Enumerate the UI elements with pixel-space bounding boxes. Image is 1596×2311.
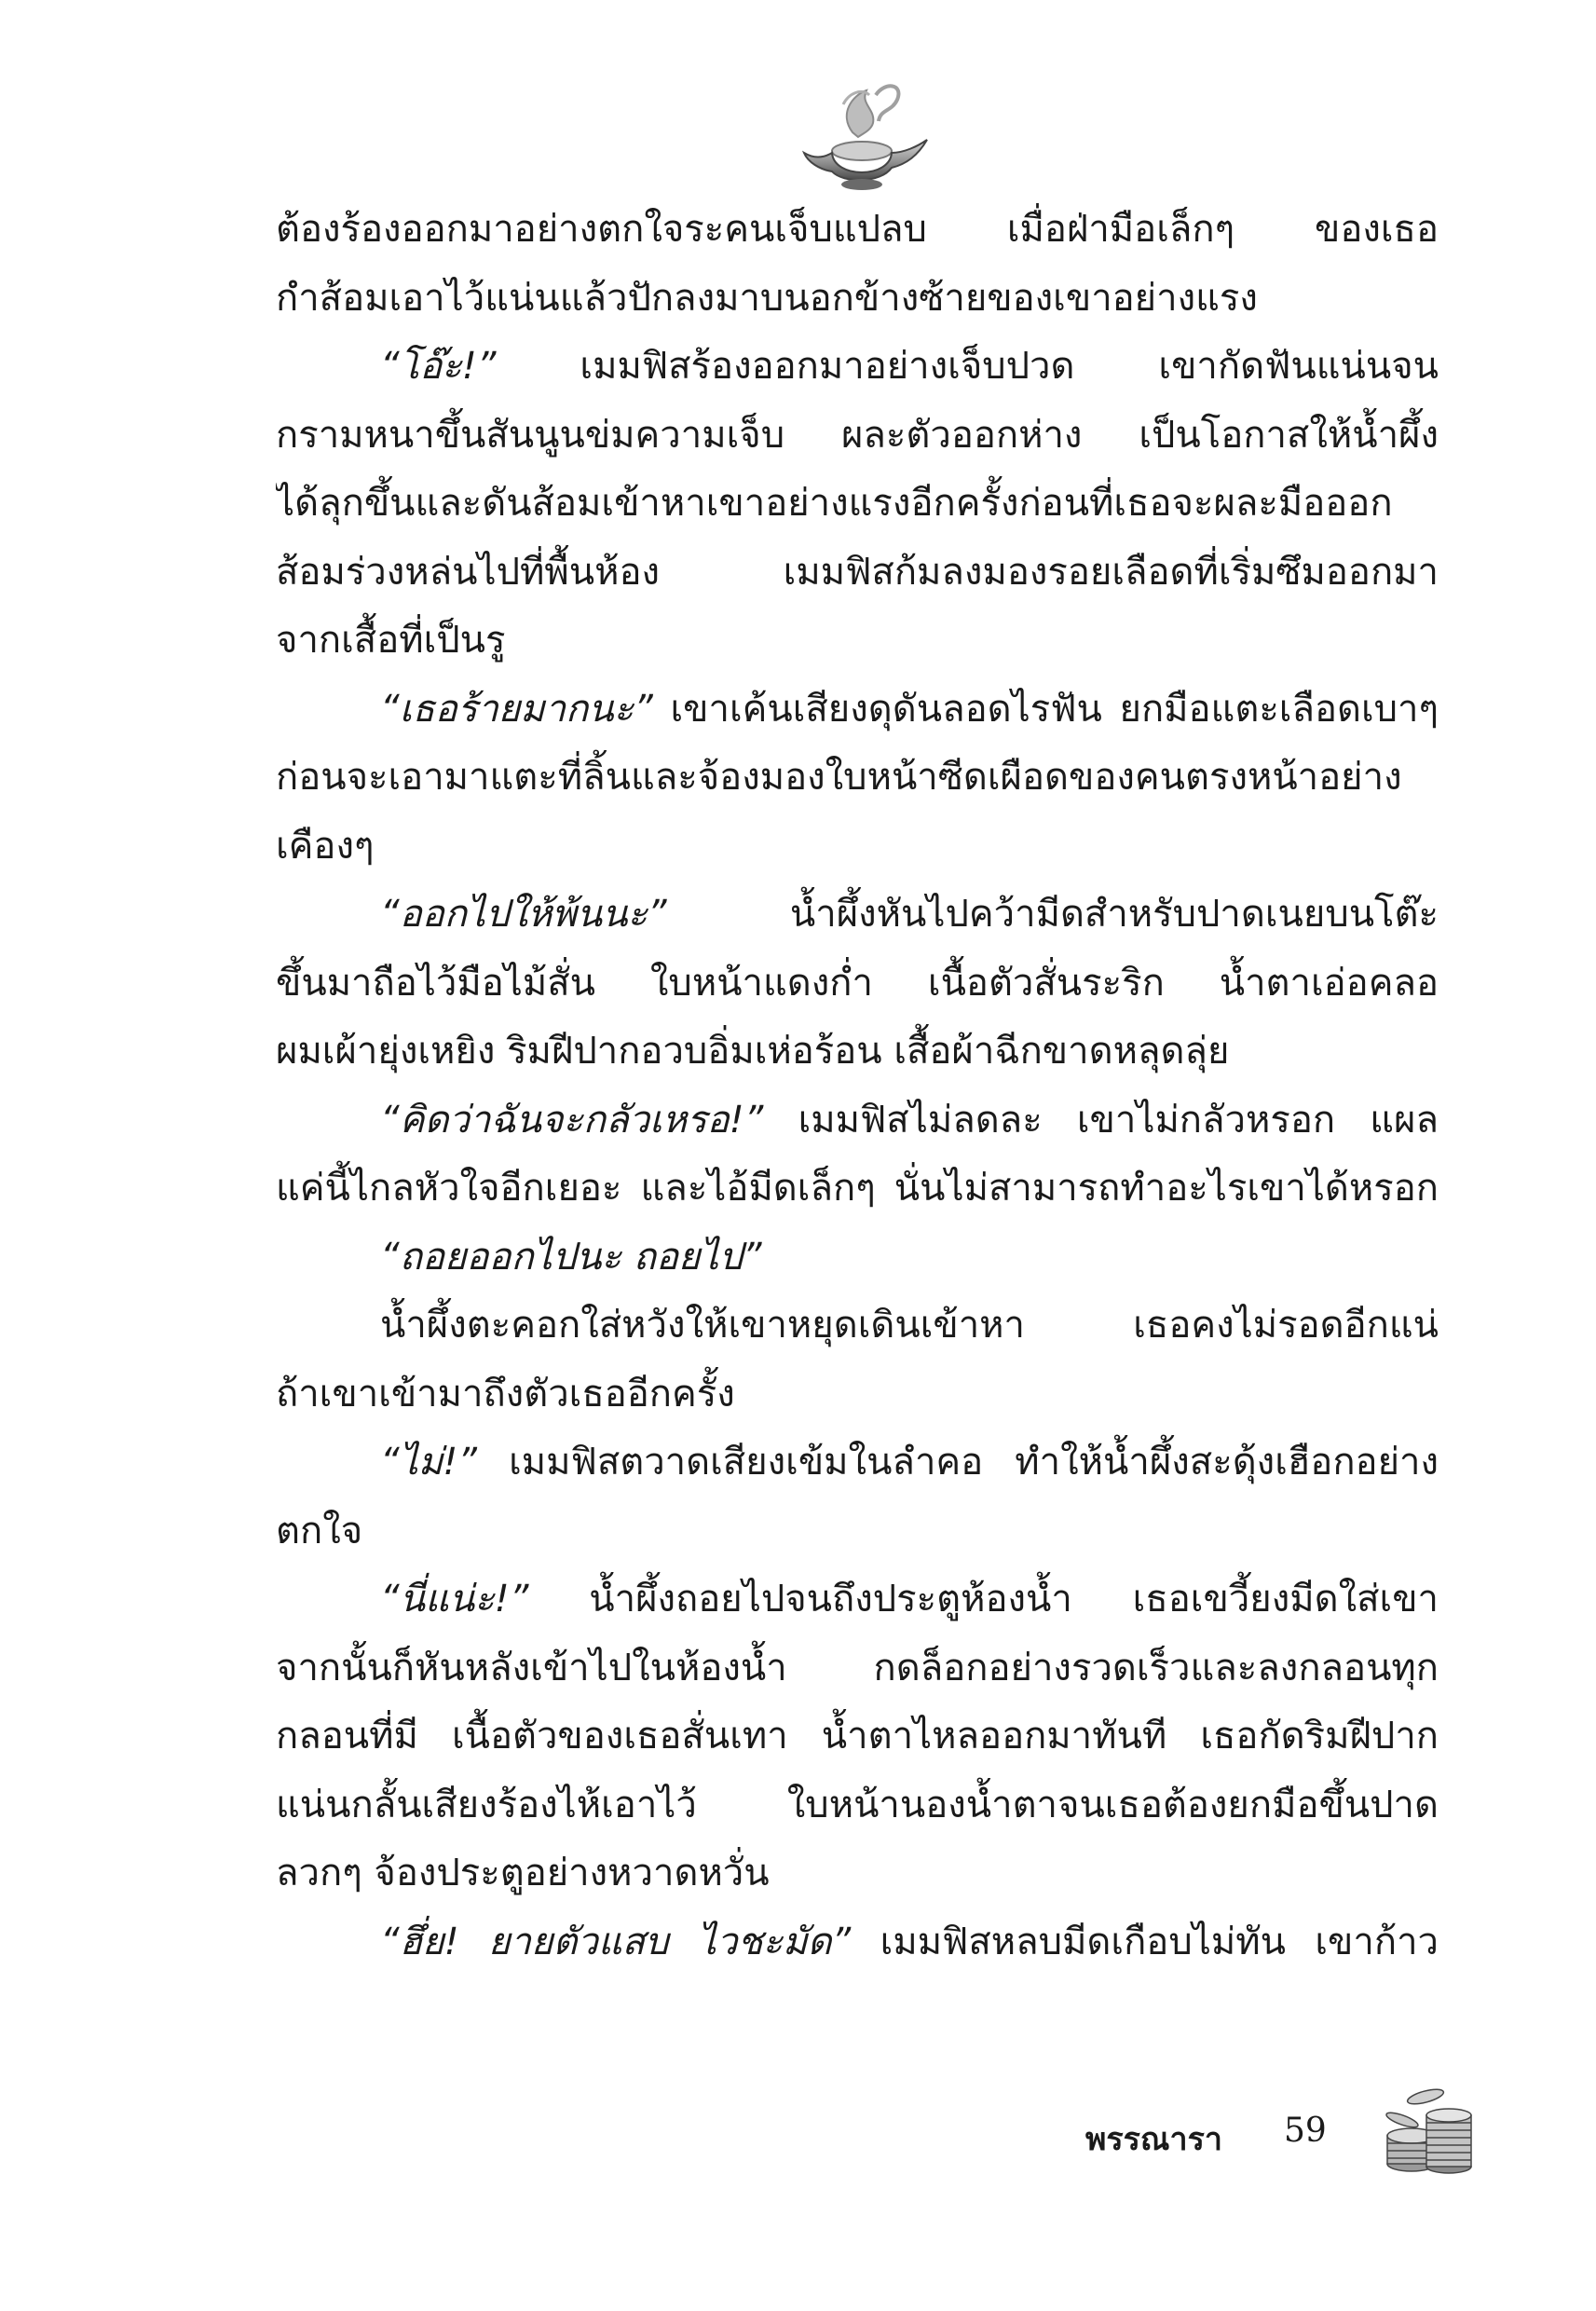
text-line — [276, 1566, 1439, 1634]
text-line — [276, 813, 1439, 882]
text-line — [276, 1702, 1439, 1771]
text-span: จากเสื้อที่เป็นรู — [276, 619, 506, 662]
text-span: แค่นี้ไกลหัวใจอีกเยอะ และไอ้มีดเล็กๆ นั่นไม่สามารถทำอะไรเขาได้หรอก — [276, 1167, 1439, 1210]
text-line — [276, 265, 1439, 334]
text-span: ส้อมร่วงหล่นไปที่พื้นห้อง เมมฟิสก้มลงมองรอยเลือดที่เริ่มซึมออกมา — [276, 550, 1439, 594]
text-line — [276, 333, 1439, 402]
text-span: เมมฟิสหลบมีดเกือบไม่ทัน เขาก้าว — [851, 1920, 1439, 1963]
text-span: เคืองๆ — [276, 824, 375, 868]
genie-lamp-icon — [787, 67, 936, 207]
text-line — [276, 1087, 1439, 1156]
dialogue-quote: “คิดว่าฉันจะกลัวเหรอ!” — [380, 1098, 764, 1142]
text-line — [276, 1224, 1439, 1292]
text-span: น้ำผึ้งหันไปคว้ามีดสำหรับปาดเนยบนโต๊ะ — [666, 893, 1439, 936]
text-span: กำส้อมเอาไว้แน่นแล้วปักลงมาบนอกข้างซ้ายของเขาอย่างแรง — [276, 276, 1258, 320]
text-span: แน่นกลั้นเสียงร้องไห้เอาไว้ ใบหน้านองน้ำตาจนเธอต้องยกมือขึ้นปาด — [276, 1783, 1439, 1826]
text-span: ตกใจ — [276, 1509, 363, 1552]
page-number: 59 — [1284, 2112, 1327, 2150]
text-line — [276, 607, 1439, 676]
text-line — [276, 1018, 1439, 1087]
text-line — [276, 1292, 1439, 1361]
text-span: เมมฟิสตวาดเสียงเข้มในลำคอ ทำให้น้ำผึ้งสะดุ้งเฮือกอย่าง — [476, 1441, 1439, 1484]
text-span: ได้ลุกขึ้นและดันส้อมเข้าหาเขาอย่างแรงอีกครั้งก่อนที่เธอจะผละมือออก — [276, 482, 1393, 525]
text-span: เมมฟิสไม่ลดละ เขาไม่กลัวหรอก แผล — [763, 1098, 1439, 1142]
text-line — [276, 196, 1439, 265]
text-line — [276, 744, 1439, 813]
text-line — [276, 1361, 1439, 1429]
text-span: กลอนที่มี เนื้อตัวของเธอสั่นเทา น้ำตาไหลออกมาทันที เธอกัดริมฝีปาก — [276, 1715, 1439, 1757]
text-line — [276, 881, 1439, 950]
dialogue-quote: “โอ๊ะ!” — [380, 345, 497, 388]
dialogue-quote: “เธอร้ายมากนะ” — [380, 687, 653, 731]
text-span: ต้องร้องออกมาอย่างตกใจระคนเจ็บแปลบ เมื่อฝ่ามือเล็กๆ ของเธอ — [276, 208, 1439, 251]
dialogue-quote: “ไม่!” — [380, 1441, 477, 1484]
text-span: จากนั้นก็หันหลังเข้าไปในห้องน้ำ กดล็อกอย่างรวดเร็วและลงกลอนทุก — [276, 1646, 1439, 1689]
poker-chips-icon — [1370, 2078, 1481, 2181]
dialogue-quote: “ถอยออกไปนะ ถอยไป” — [380, 1235, 762, 1279]
text-span: น้ำผึ้งถอยไปจนถึงประตูห้องน้ำ เธอเขวี้ยงมีดใส่เขา — [528, 1578, 1439, 1620]
text-span: ถ้าเขาเข้ามาถึงตัวเธออีกครั้ง — [276, 1372, 735, 1415]
text-line — [276, 950, 1439, 1019]
body-text — [276, 196, 1439, 1976]
dialogue-quote: “นี่แน่ะ!” — [380, 1578, 529, 1620]
text-span: ลวกๆ จ้องประตูอย่างหวาดหวั่น — [276, 1852, 770, 1894]
text-span: ก่อนจะเอามาแตะที่ลิ้นและจ้องมองใบหน้าซีดเผือดของคนตรงหน้าอย่าง — [276, 756, 1402, 799]
text-line — [276, 402, 1439, 471]
text-line — [276, 1155, 1439, 1224]
text-line — [276, 676, 1439, 745]
text-line — [276, 1429, 1439, 1497]
text-span: ขึ้นมาถือไว้มือไม้สั่น ใบหน้าแดงก่ำ เนื้อตัวสั่นระริก น้ำตาเอ่อคลอ — [276, 961, 1439, 1005]
text-line — [276, 1771, 1439, 1840]
book-title: พรรณารา — [1085, 2121, 1222, 2158]
text-span: ผมเผ้ายุ่งเหยิง ริมฝีปากอวบอิ่มเห่อร้อน เสื้อผ้าฉีกขาดหลุดลุ่ย — [276, 1030, 1230, 1073]
text-span: เมมฟิสร้องออกมาอย่างเจ็บปวด เขากัดฟันแน่นจน — [496, 345, 1439, 388]
text-line — [276, 1497, 1439, 1566]
text-span: กรามหนาขึ้นสันนูนข่มความเจ็บ ผละตัวออกห่าง เป็นโอกาสให้น้ำผึ้ง — [276, 413, 1439, 457]
dialogue-quote: “ฮึ่ย! ยายตัวแสบ ไวชะมัด” — [380, 1920, 852, 1963]
text-span: น้ำผึ้งตะคอกใส่หวังให้เขาหยุดเดินเข้าหา เธอคงไม่รอดอีกแน่ — [380, 1304, 1439, 1347]
text-line — [276, 1634, 1439, 1703]
text-line — [276, 539, 1439, 608]
text-line — [276, 470, 1439, 539]
text-line — [276, 1839, 1439, 1908]
text-line — [276, 1908, 1439, 1977]
text-span: เขาเค้นเสียงดุดันลอดไรฟัน ยกมือแตะเลือดเบาๆ — [652, 687, 1439, 731]
dialogue-quote: “ออกไปให้พ้นนะ” — [380, 893, 667, 936]
